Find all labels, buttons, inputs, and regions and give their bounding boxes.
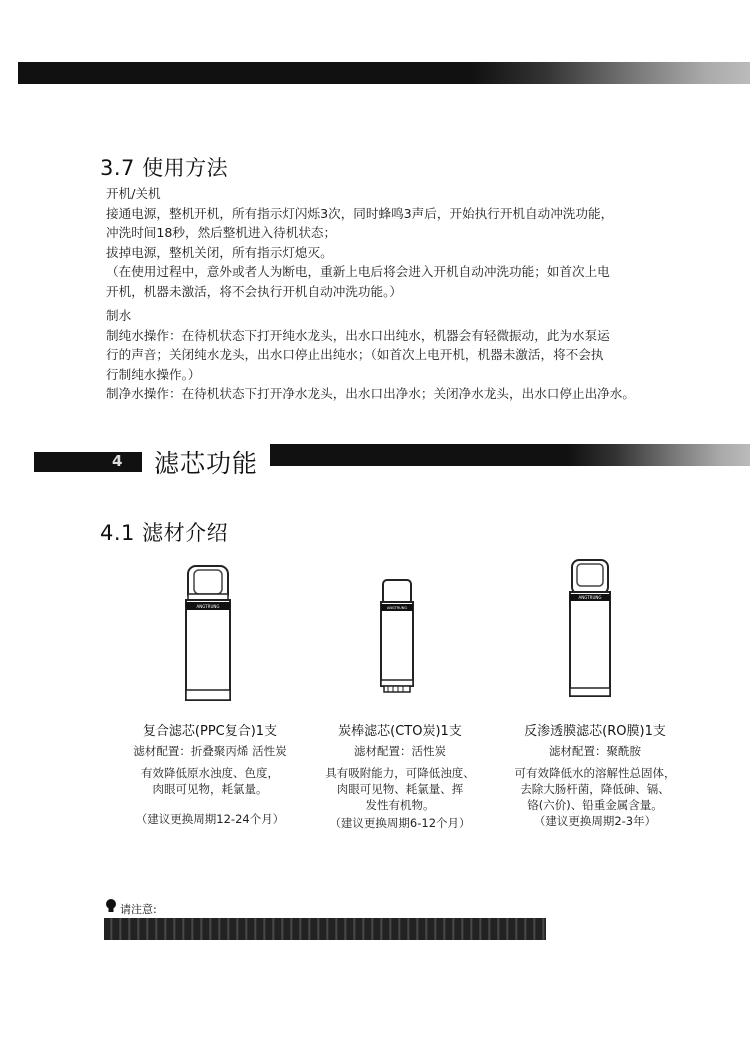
filter-name: 复合滤芯(PPC复合)1支 [142,724,278,739]
header-rule [18,62,750,84]
water-line: 制纯水操作：在待机状态下打开纯水龙头，出水口出纯水，机器会有轻微振动，此为水泵运 [106,327,610,343]
filter-material: 滤材配置：聚酰胺 [549,744,641,758]
filter-desc-line: 发性有机物。 [365,798,435,812]
water-line: 制净水操作：在待机状态下打开净水龙头，出水口出净水；关闭净水龙头，出水口停止出净水。 [106,386,635,401]
power-line: 冲洗时间18秒，然后整机进入待机状态； [106,225,337,240]
water-line: 行制纯水操作。） [106,366,201,382]
power-heading: 开机/关机 [106,186,161,201]
ro-filter-brand: ANGTRUNG [578,595,602,600]
filter-card-cto [310,720,490,831]
chapter-title: 滤芯功能 [154,449,259,478]
filter-desc [310,765,490,813]
filter-card-ro [500,720,690,829]
water-block [106,306,635,404]
filter-desc-line: 肉眼可见物、耗氯量、挥 [336,782,464,796]
filter-cycle: （建议更换周期6-12个月） [329,816,471,830]
power-line: 开机，机器未激活，将不会执行开机自动冲洗功能。） [106,283,402,299]
power-block [106,184,613,301]
note-label: 请注意: [120,903,157,916]
power-line: 接通电源，整机开机，所有指示灯闪烁3次，同时蜂鸣3声后，开始执行开机自动冲洗功能， [106,205,614,221]
water-heading: 制水 [106,308,132,323]
filter-desc [120,765,300,797]
section-title: 3.7 使用方法 [100,156,229,180]
cto-filter-brand: ANGTRUNG [386,606,408,610]
note-box [104,918,546,940]
ppc-filter-brand: ANGTRUNG [196,604,220,609]
filter-desc-line: 去除大肠杆菌，降低砷、镉、 [520,782,670,796]
ro-filter-image [562,556,618,706]
ppc-filter-image [180,560,236,710]
filter-card-ppc [120,720,300,827]
filter-cycle: （建议更换周期2-3年） [533,814,657,828]
filter-desc [500,765,690,813]
water-line: 行的声音；关闭纯水龙头，出水口停止出纯水；（如首次上电开机，机器未激活，将不会执 [106,347,604,362]
filter-desc-line: 有效降低原水浊度、色度， [141,766,279,780]
filter-desc-line: 可有效降低水的溶解性总固体， [514,766,676,780]
filter-name: 反渗透膜滤芯(RO膜)1支 [524,724,666,739]
filter-name: 炭棒滤芯(CTO炭)1支 [338,724,462,739]
power-line: 拔掉电源，整机关闭，所有指示灯熄灭。 [106,244,333,260]
filter-desc-line: 铬(六价)、铅重金属含量。 [527,798,663,812]
section-title-4-1: 4.1 滤材介绍 [100,521,229,545]
cto-filter-image [374,576,420,700]
lightbulb-icon [104,898,118,914]
power-line: （在使用过程中，意外或者人为断电，重新上电后将会进入开机自动冲洗功能；如首次上电 [106,264,610,279]
filter-desc-line: 具有吸附能力，可降低浊度、 [325,766,475,780]
filter-material: 滤材配置：折叠聚丙烯 活性炭 [133,744,287,758]
filter-material: 滤材配置：活性炭 [354,744,446,758]
chapter-number: 4 [112,452,123,470]
chapter-rule-left [34,452,142,472]
filter-cycle: （建议更换周期12-24个月） [135,812,285,826]
filter-desc-line: 肉眼可见物，耗氯量。 [152,782,268,796]
chapter-rule-right [270,444,750,466]
